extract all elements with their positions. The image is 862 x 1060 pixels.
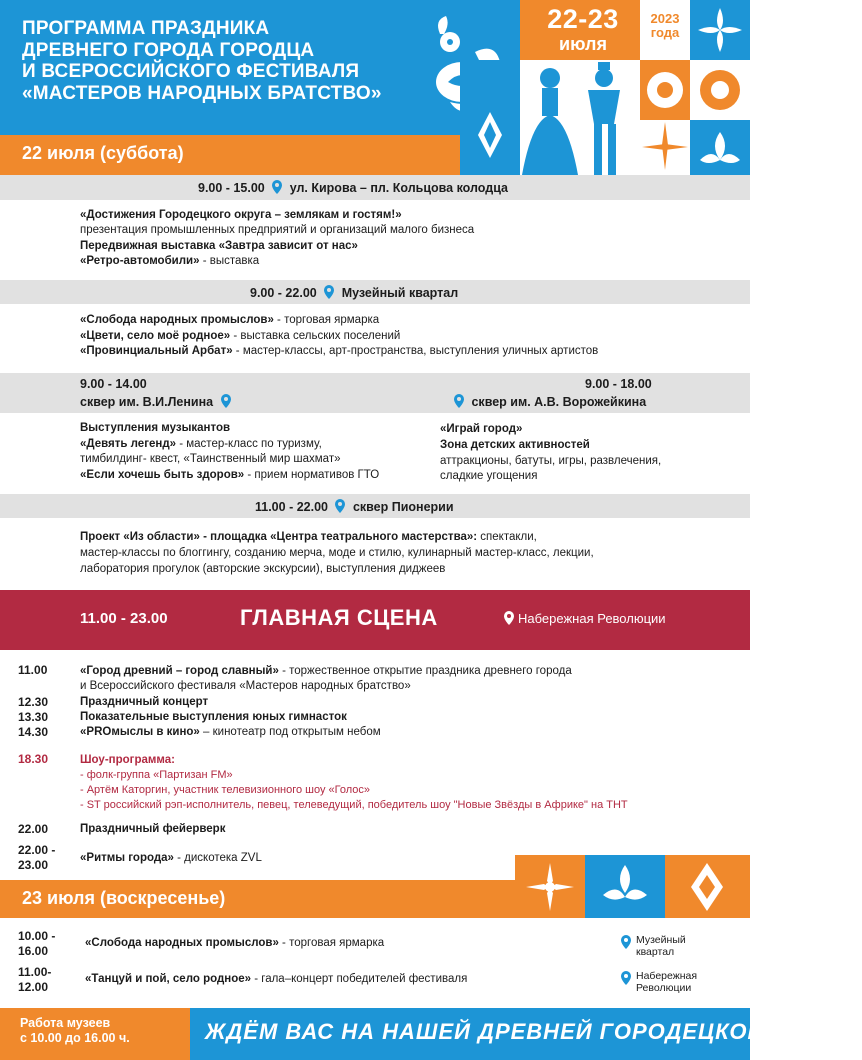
list-item: «Танцуй и пой, село родное» - гала–концерт победителей фестиваля [85, 973, 468, 985]
list-item: сладкие угощения [440, 470, 538, 482]
list-item: презентация промышленных предприятий и организаций малого бизнеса [80, 224, 475, 236]
time: 11.00 - 22.00 [255, 500, 328, 514]
item-location: Набережная Революции [636, 970, 698, 994]
main-stage-time: 11.00 - 23.00 [80, 610, 168, 627]
location-pin-icon [503, 611, 515, 625]
show-item: - фолк-группа «Партизан FM» [80, 769, 233, 781]
list-item: «Провинциальный Арбат» - мастер-классы, арт-пространства, выступления уличных артистов [80, 345, 599, 357]
location-pin-icon [271, 180, 283, 194]
event-time: 11.00- [18, 965, 52, 979]
time: 9.00 - 15.00 [198, 181, 265, 195]
place: сквер им. А.В. Ворожейкина [471, 395, 647, 409]
title-line: «МАСТЕРОВ НАРОДНЫХ БРАТСТВО» [22, 82, 382, 104]
title-line: И ВСЕРОССИЙСКОГО ФЕСТИВАЛЯ [22, 61, 360, 82]
figures-illustration [460, 60, 750, 175]
list-item: Зона детских активностей [440, 439, 590, 451]
event-time: 14.30 [18, 725, 49, 739]
location-heading [255, 499, 454, 514]
list-item: Праздничный фейерверк [80, 823, 226, 835]
place: Музейный квартал [341, 286, 459, 300]
show-title: Шоу-программа: [80, 754, 175, 766]
location-heading [198, 180, 508, 195]
location-pin-icon [620, 971, 632, 985]
list-item: «Город древний – город славный» - торжественное открытие праздника древнего города [80, 665, 572, 677]
list-item: «Достижения Городецкого округа – землякам и гостям!» [80, 209, 402, 221]
day2-label: 23 июля (воскресенье) [22, 888, 226, 908]
event-time: 18.30 [18, 752, 49, 766]
list-item: Показательные выступления юных гимнасток [80, 711, 347, 723]
list-item: Проект «Из области» - площадка «Центра театрального мастерства»: спектакли, [80, 531, 537, 543]
event-time: 12.00 [18, 980, 49, 994]
list-item: «Слобода народных промыслов» - торговая ярмарка [80, 314, 380, 326]
event-time: 22.00 - [18, 843, 56, 857]
list-item: «Если хочешь быть здоров» - прием нормативов ГТО [80, 469, 380, 481]
list-item: мастер-классы по блоггингу, созданию мерча, моде и стилю, кулинарный мастер-класс, лекции, [80, 547, 594, 559]
show-item: - ST российский рэп-исполнитель, певец, телеведущий, победитель шоу "Новые Звёзды в Африке" на ТНТ [80, 799, 628, 811]
header [0, 0, 750, 175]
location-heading [250, 285, 458, 300]
list-item: тимбилдинг- квест, «Таинственный мир шахмат» [80, 453, 341, 465]
location-heading [80, 394, 235, 409]
list-item: «Играй город» [440, 423, 523, 435]
list-item: «Ретро-автомобили» - выставка [80, 255, 260, 267]
event-time: 12.30 [18, 695, 49, 709]
title-line: ДРЕВНЕГО ГОРОДА ГОРОДЦА [22, 39, 315, 61]
place: ул. Кирова – пл. Кольцова колодца [289, 181, 508, 195]
flower-ornament-icon [515, 855, 750, 918]
list-item: «Девять легенд» - мастер-класс по туризму, [80, 438, 322, 450]
year-word: года [650, 25, 680, 40]
list-item: «PROмыслы в кино» – кинотеатр под открытым небом [80, 726, 381, 738]
location-pin-icon [323, 285, 335, 299]
time: 9.00 - 22.00 [250, 286, 317, 300]
event-time: 11.00 [18, 663, 48, 677]
year [640, 12, 690, 40]
event-time: 23.00 [18, 858, 49, 872]
list-item: «Ритмы города» - дискотека ZVL [80, 852, 262, 864]
event-time: 10.00 - [18, 929, 56, 943]
location-pin-icon [220, 394, 232, 408]
day1-label: 22 июля (суббота) [22, 143, 184, 163]
place: сквер им. В.И.Ленина [80, 395, 214, 409]
list-item: Праздничный концерт [80, 696, 209, 708]
footer-slogan: ЖДЁМ ВАС НА НАШЕЙ ДРЕВНЕЙ ГОРОДЕЦКОЙ ЗЕМЛЕ! [205, 1019, 862, 1044]
flower-ornament-icon [690, 0, 750, 60]
place: сквер Пионерии [352, 500, 454, 514]
page-title [22, 18, 422, 104]
event-time: 13.30 [18, 710, 49, 724]
location-pin-icon [334, 499, 346, 513]
location-heading [450, 394, 646, 409]
show-item: - Артём Каторгин, участник телевизионного шоу «Голос» [80, 784, 371, 796]
list-item: и Всероссийского фестиваля «Мастеров народных братство» [80, 680, 411, 692]
date-range: 22-23 [547, 4, 619, 34]
museum-hours [20, 1016, 130, 1046]
list-item: «Слобода народных промыслов» - торговая ярмарка [85, 937, 385, 949]
date-month: июля [559, 34, 607, 54]
title-line: ПРОГРАММА ПРАЗДНИКА [22, 18, 270, 39]
list-item: Передвижная выставка «Завтра зависит от нас» [80, 240, 358, 252]
main-stage-title: ГЛАВНАЯ СЦЕНА [240, 605, 438, 630]
list-item: Выступления музыкантов [80, 422, 231, 434]
list-item: «Цвети, село моё родное» - выставка сельских поселений [80, 330, 401, 342]
location-pin-icon [453, 394, 465, 408]
list-item: аттракционы, батуты, игры, развлечения, [440, 455, 662, 467]
place: Набережная Революции [518, 611, 666, 626]
event-time: 16.00 [18, 944, 49, 958]
museum-hours-line: с 10.00 до 16.00 ч. [20, 1031, 130, 1045]
time: 9.00 - 14.00 [80, 377, 147, 391]
year-number: 2023 [650, 11, 680, 26]
event-time: 22.00 [18, 822, 49, 836]
item-location: Музейный квартал [636, 934, 686, 958]
time: 9.00 - 18.00 [585, 377, 652, 391]
location-pin-icon [620, 935, 632, 949]
museum-hours-line: Работа музеев [20, 1016, 111, 1030]
list-item: лаборатория прогулок (авторские экскурсии), выступления диджеев [80, 563, 446, 575]
main-stage-location [500, 611, 666, 626]
